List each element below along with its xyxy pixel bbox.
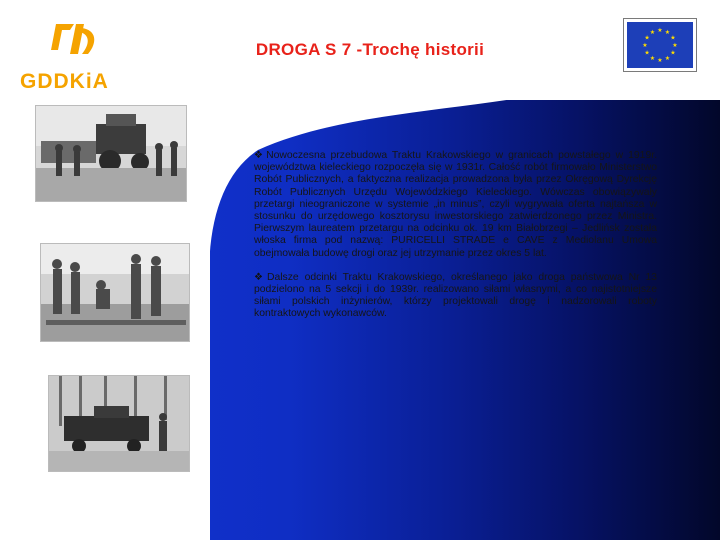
paragraph-1-text: Nowoczesna przebudowa Traktu Krakowskiego w granicach powstałego w 1919r. województwa kieleckiego rozpoczęła się w 1931r. Całość robót firmowało Ministerstwo Robót Publicznych, a faktyczna realizacja prowadzona była przez Okręgową Dyrekcję Robót Publicznych Urzędu Wojewódzkiego Kieleckiego. Wówczas obowiązywały przetargi nieograniczone w systemie „in minus”, czyli wygrywała oferta najtańsza w stosunku do urzędowego kosztorysu inwestorskiego zatwierdzonego przez Ministra. Pierwszym laureatem przetargu na odcinku ok. 19 km Białobrzegi – Jedlińsk została włoska firma pod nazwą: PURICELLI STRADE e CAVE z Mediolanu Umowa obejmowała budowę drogi oraz jej utrzymanie przez okres 5 lat. (254, 150, 658, 259)
eu-star-icon: ★ (649, 29, 656, 37)
paragraph-2 (254, 272, 657, 321)
historic-photo-road-roller (35, 105, 187, 202)
logo-mark-icon (51, 24, 94, 54)
logo-text: GDDKiA (20, 70, 109, 93)
historic-photo-machinery (48, 375, 190, 472)
eu-star-icon: ★ (664, 54, 671, 62)
eu-star-icon: ★ (644, 49, 650, 57)
eu-star-icon: ★ (664, 29, 671, 37)
eu-flag (623, 18, 697, 72)
eu-star-icon: ★ (642, 42, 648, 49)
eu-star-icon: ★ (657, 27, 663, 34)
eu-star-icon: ★ (657, 57, 663, 64)
eu-star-icon: ★ (670, 49, 676, 57)
historic-photo-workers (40, 243, 190, 342)
slide-title: DROGA S 7 -Trochę historii (255, 40, 485, 59)
paragraph-2-text: Dalsze odcinki Traktu Krakowskiego, określanego jako droga państwowa Nr 13 podzielono na 5 sekcji i do 1939r. realizowano siłami własnymi, a co najistotniejsze siłami polskich inżynierów, którzy projektowali drogę i nadzorowali roboty kontraktowych wykonawców. (254, 271, 658, 320)
bullet-icon: ❖ (254, 271, 266, 283)
eu-star-icon: ★ (670, 34, 676, 42)
body-text (254, 150, 657, 333)
eu-star-icon: ★ (649, 54, 656, 62)
eu-star-icon: ★ (672, 42, 678, 49)
gddkia-logo (18, 20, 138, 95)
eu-star-icon: ★ (644, 34, 650, 42)
paragraph-1 (254, 150, 657, 260)
bullet-icon: ❖ (254, 150, 266, 161)
eu-flag-icon (627, 22, 693, 68)
